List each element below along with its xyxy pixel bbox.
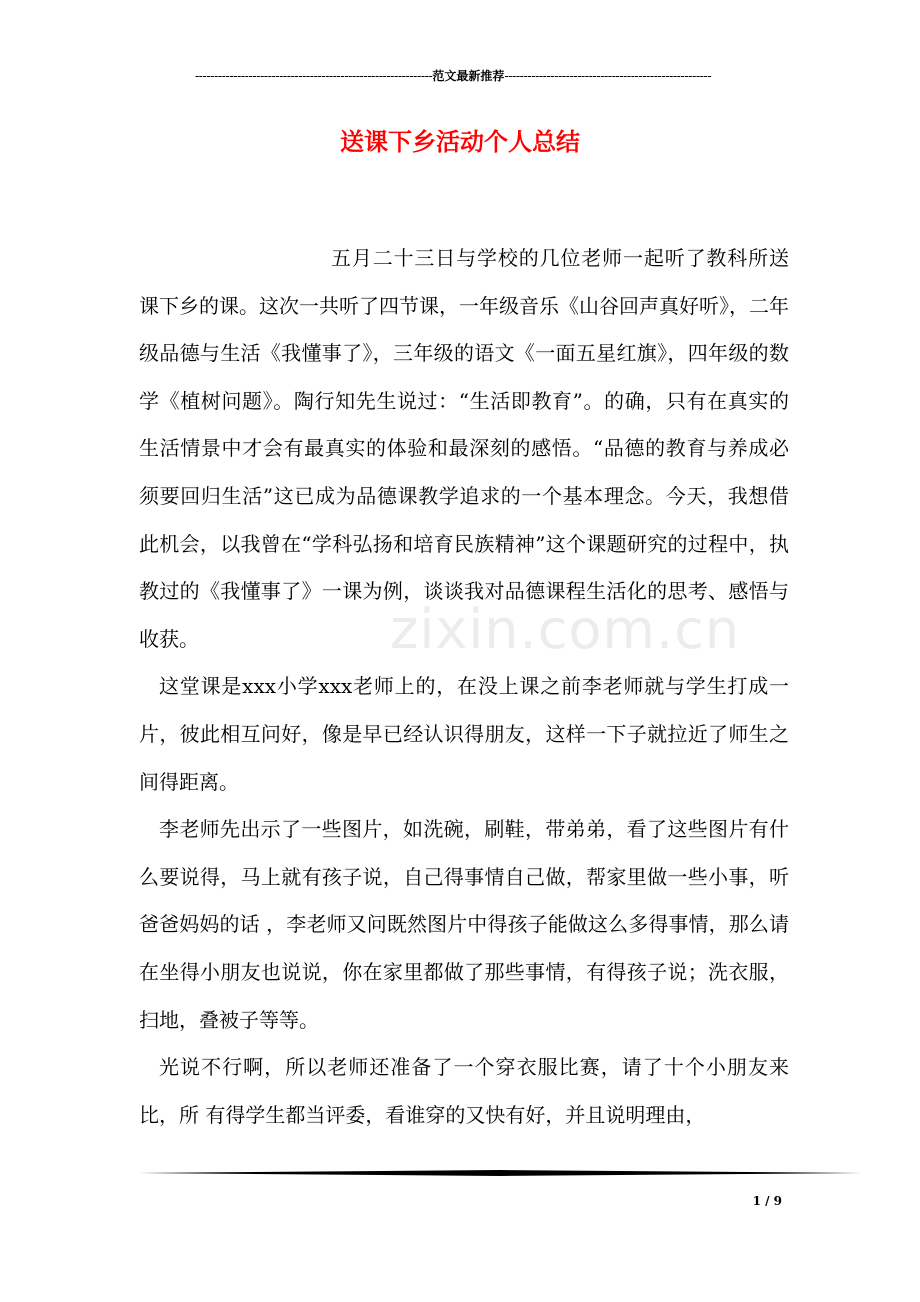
page-header [138, 68, 768, 84]
document-title: 送课下乡活动个人总结 [340, 128, 580, 156]
paragraph-4: 光说不行啊，所以老师还准备了一个穿衣服比赛，请了十个小朋友来比，所 有得学生都当评委，看谁穿的又快有好，并且说明理由， [139, 1055, 789, 1127]
header-dashes-left: -------------------------------------------------------------- [194, 69, 433, 83]
page-number: 1 / 9 [752, 1194, 782, 1208]
paragraph-3: 李老师先出示了一些图片，如洗碗，刷鞋，带弟弟，看了这些图片有什么要说得，马上就有孩子说，自己得事情自己做，帮家里做一些小事，听爸爸妈妈的话 ，李老师又问既然图片中得孩子能做这么多得事情，那么请在坐得小朋友也说说，你在家里都做了那些事情，有得孩子说；洗衣服，扫地，叠被子等等。 [139, 817, 789, 1032]
header-label: 范文最新推荐 [432, 69, 505, 83]
header-dashes-right: ------------------------------------------------------ [504, 69, 712, 83]
paragraph-1: 五月二十三日与学校的几位老师一起听了教科所送课下乡的课。这次一共听了四节课，一年级音乐《山谷回声真好听》，二年级品德与生活《我懂事了》，三年级的语文《一面五星红旗》，四年级的数学《植树问题》。陶行知先生说过：“生活即教育”。的确，只有在真实的生活情景中才会有最真实的体验和最深刻的感悟。“品德的教育与养成必须要回归生活”这已成为品德课教学追求的一个基本理念。今天，我想借此机会，以我曾在“学科弘扬和培育民族精神”这个课题研究的过程中，执教过的《我懂事了》一课为例，谈谈我对品德课程生活化的思考、感悟与收获。 [139, 246, 789, 651]
footer-rule [139, 1170, 862, 1176]
document-body [139, 235, 789, 1139]
paragraph-2: 这堂课是xxx小学xxx老师上的，在没上课之前李老师就与学生打成一片，彼此相互问好，像是早已经认识得朋友，这样一下子就拉近了师生之间得距离。 [139, 674, 789, 794]
watermark: zixin.com.cn [390, 598, 741, 661]
